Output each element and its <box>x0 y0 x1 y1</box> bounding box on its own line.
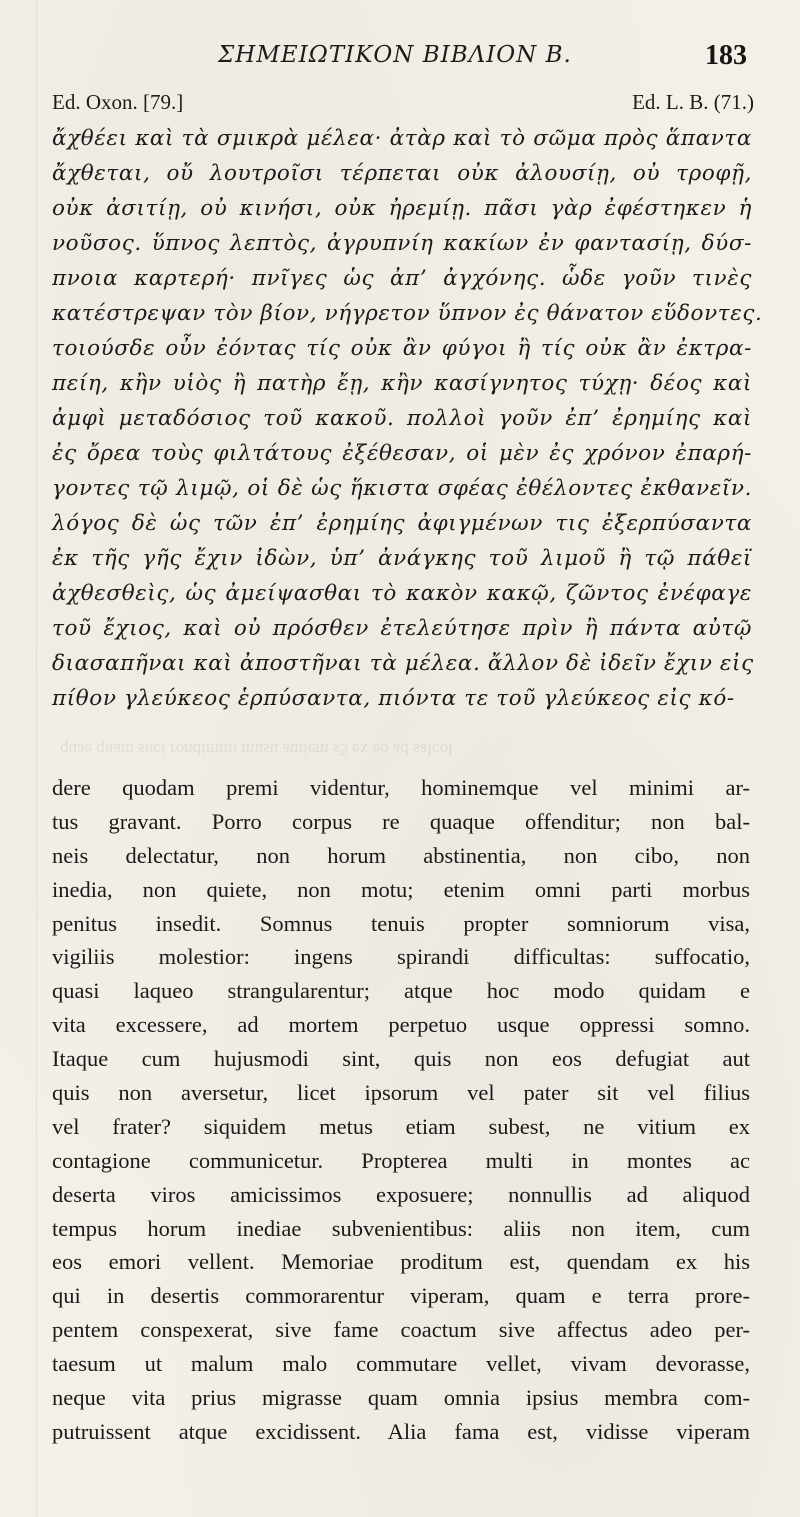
latin-line: inedia, non quiete, non motu; etenim omni parti morbus <box>52 876 750 902</box>
greek-line: γοντες τῷ λιμῷ, οἱ δὲ ὡς ἥκιστα σφέας ἐθέλοντες ἐκθανεῖν. <box>52 476 752 501</box>
greek-line: ἀχθεσθεὶς, ὡς ἀμείψασθαι τὸ κακὸν κακῷ, ζῶντος ἐνέφαγε <box>52 581 752 606</box>
latin-line: Itaque cum hujusmodi sint, quis non eos defugiat aut <box>52 1046 750 1072</box>
greek-line: οὐκ ἀσιτίῃ, οὐ κινήσι, οὐκ ἠρεμίῃ. πᾶσι γὰρ ἐφέστηκεν ἡ <box>52 196 752 221</box>
latin-line: neque vita prius migrasse quam omnia ipsius membra com- <box>52 1385 750 1411</box>
edition-oxford: Ed. Oxon. [79.] <box>52 90 184 114</box>
greek-line: κατέστρεψαν τὸν βίον, νήγρετον ὕπνον ἐς θάνατον εὕδοντες. <box>52 301 763 326</box>
greek-text-block <box>52 121 763 716</box>
latin-line: tus gravant. Porro corpus re quaque offenditur; non bal- <box>52 808 750 834</box>
greek-line: πείη, κἢν υἱὸς ἢ πατὴρ ἔῃ, κἢν κασίγνητος τύχῃ· δέος καὶ <box>52 371 752 396</box>
latin-line: penitus insedit. Somnus tenuis propter somniorum visa, <box>52 910 750 936</box>
page-number: 183 <box>705 40 747 71</box>
greek-line: ἄχθεται, οὔ λουτροῖσι τέρπεται οὐκ ἀλουσίῃ, οὐ τροφῇ, <box>52 161 752 186</box>
greek-line: ἀμφὶ μεταδόσιος τοῦ κακοῦ. πολλοὶ γοῦν ἐπ’ ἐρημίης καὶ <box>52 406 752 431</box>
latin-line: deserta viros amicissimos exposuere; nonnullis ad aliquod <box>52 1181 750 1207</box>
running-head <box>0 40 800 80</box>
margin-shadow <box>36 0 37 1517</box>
latin-line: dere quodam premi videntur, hominemque vel minimi ar- <box>52 775 750 800</box>
latin-line: vigiliis molestior: ingens spirandi difficultas: suffocatio, <box>52 944 750 970</box>
latin-line: quasi laqueo strangularentur; atque hoc modo quidam e <box>52 978 750 1004</box>
latin-line: contagione communicetur. Propterea multi in montes ac <box>52 1147 750 1173</box>
greek-line: τοιούσδε οὖν ἐόντας τίς οὐκ ἂν φύγοι ἢ τίς οὐκ ἂν ἐκτρα- <box>52 336 752 361</box>
greek-line: λόγος δὲ ὡς τῶν ἐπ’ ἐρημίης ἀφιγμένων τις ἐξερπύσαντα <box>52 511 752 536</box>
greek-line: τοῦ ἔχιος, καὶ οὐ πρόσθεν ἐτελεύτησε πρὶν ἢ πάντα αὐτῷ <box>52 616 752 641</box>
latin-line: taesum ut malum malo commutare vellet, vivam devorasse, <box>52 1351 750 1377</box>
latin-line: tempus horum inediae subvenientibus: aliis non item, cum <box>52 1215 750 1241</box>
show-through-bleed: quae quam suci rondimmi musu autiem s5 ex eo ad salcol <box>60 740 453 759</box>
greek-line: ἄχθέει καὶ τὰ σμικρὰ μέλεα· ἀτὰρ καὶ τὸ σῶμα πρὸς ἅπαντα <box>52 126 752 151</box>
edition-references <box>0 90 800 118</box>
greek-line: διασαπῆναι καὶ ἀποστῆναι τὰ μέλεα. ἄλλον δὲ ἰδεῖν ἔχιν εἰς <box>52 651 754 676</box>
latin-line: quis non aversetur, licet ipsorum vel pater sit vel filius <box>52 1080 750 1106</box>
latin-line: neis delectatur, non horum abstinentia, non cibo, non <box>52 842 750 868</box>
latin-line: vita excessere, ad mortem perpetuo usque oppressi somno. <box>52 1012 750 1038</box>
greek-line: νοῦσος. ὕπνος λεπτὸς, ἀγρυπνίη κακίων ἐν φαντασίῃ, δύσ- <box>52 231 752 256</box>
greek-line: ἐκ τῆς γῆς ἔχιν ἰδὼν, ὑπ’ ἀνάγκης τοῦ λιμοῦ ἢ τῷ πάθεϊ <box>52 546 752 571</box>
latin-text-block <box>52 771 750 1449</box>
latin-line: pentem conspexerat, sive fame coactum sive affectus adeo per- <box>52 1317 750 1343</box>
running-title: ΣΗΜΕΙΩΤΙΚΟΝ ΒΙΒΛΙΟΝ Β. <box>218 42 572 68</box>
edition-lb: Ed. L. B. (71.) <box>632 90 754 114</box>
latin-line: qui in desertis commorarentur viperam, quam e terra prore- <box>52 1283 750 1309</box>
greek-line: ἐς ὄρεα τοὺς φιλτάτους ἐξέθεσαν, οἱ μὲν ἐς χρόνον ἐπαρή- <box>52 441 752 466</box>
greek-line: πνοια καρτερή· πνῖγες ὡς ἀπ’ ἀγχόνης. ὧδε γοῦν τινὲς <box>52 266 752 291</box>
latin-line: vel frater? siquidem metus etiam subest, ne vitium ex <box>52 1113 750 1139</box>
greek-line: πίθον γλεύκεος ἑρπύσαντα, πιόντα τε τοῦ γλεύκεος εἰς κό- <box>52 686 735 711</box>
latin-line: eos emori vellent. Memoriae proditum est, quendam ex his <box>52 1249 750 1275</box>
latin-line: putruissent atque excidissent. Alia fama est, vidisse viperam <box>52 1418 750 1444</box>
